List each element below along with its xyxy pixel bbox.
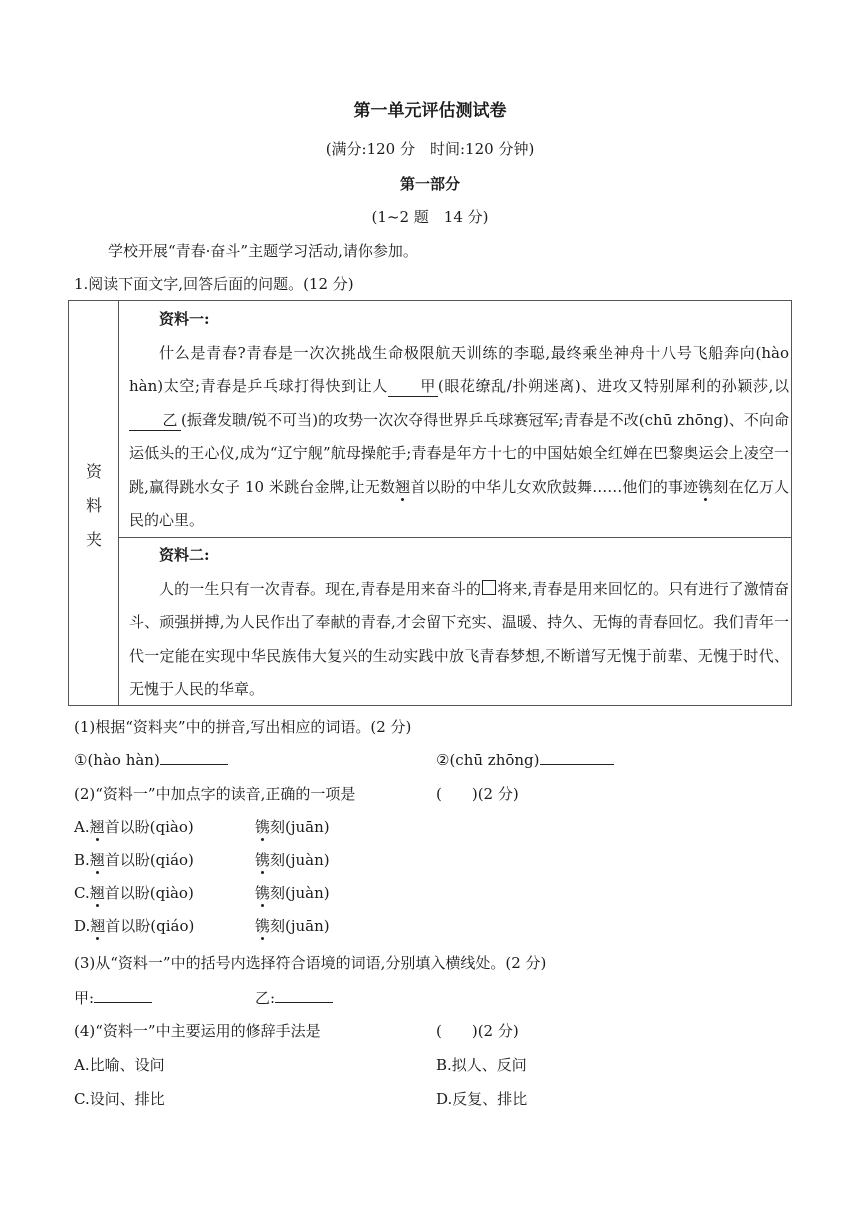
label-char: 料	[85, 496, 102, 515]
material-one	[129, 303, 789, 538]
sub-question-3-stem: (3)从“资料一”中的括号内选择符合语境的词语,分别填入横线处。(2 分)	[74, 954, 547, 972]
sub-question-1-stem: (1)根据“资料夹”中的拼音,写出相应的词语。(2 分)	[74, 718, 412, 736]
answer-blank[interactable]	[275, 988, 333, 1003]
material-folder-box	[68, 300, 792, 706]
option-d-second: 镌刻(juān)	[255, 917, 330, 935]
option-c-second: 镌刻(juàn)	[255, 884, 330, 902]
option-c[interactable]: C.翘首以盼(qiào)	[74, 884, 194, 902]
material-two	[129, 539, 789, 707]
option-d[interactable]: D.翘首以盼(qiáo)	[74, 917, 195, 935]
option-a-second: 镌刻(juān)	[255, 818, 330, 836]
rhetoric-option-c[interactable]: C.设问、排比	[74, 1090, 165, 1108]
label-char: 资	[85, 462, 102, 481]
rhetoric-option-a[interactable]: A.比喻、设问	[74, 1056, 165, 1074]
sub-question-2-answer-paren[interactable]: ( )(2 分)	[436, 785, 519, 803]
material-divider	[119, 537, 791, 538]
blank-jia: 甲	[388, 376, 438, 397]
sub-question-4-stem: (4)“资料一”中主要运用的修辞手法是	[74, 1022, 321, 1040]
answer-blank[interactable]	[160, 750, 228, 765]
label-char: 夹	[85, 530, 102, 549]
material-two-text: 人的一生只有一次青春。现在,青春是用来奋斗的 将来,青春是用来回忆的。只有进行了激情奋斗、顽强拼搏,为人民作出了奉献的青春,才会留下充实、温暖、持久、无悔的青春回忆。我们青年一代一定能在实现中华民族伟大复兴的生动实践中放飞青春梦想,不断谱写无愧于前辈、无愧于时代、无愧于人民的华章。	[129, 579, 789, 698]
answer-blank[interactable]	[540, 750, 614, 765]
sub-question-2-stem: (2)“资料一”中加点字的读音,正确的一项是	[74, 785, 356, 803]
sub-question-1-item-a: ①(hào hàn)	[74, 750, 228, 769]
option-b[interactable]: B.翘首以盼(qiáo)	[74, 851, 194, 869]
material-one-heading: 资料一:	[159, 310, 210, 328]
blank-yi: 乙	[129, 410, 181, 431]
part-range: (1~2 题 14 分)	[371, 208, 489, 226]
material-two-heading: 资料二:	[159, 546, 210, 564]
missing-punctuation-box	[482, 580, 496, 595]
dotted-char: 翘	[395, 477, 411, 496]
activity-intro: 学校开展“青春·奋斗”主题学习活动,请你参加。	[108, 242, 418, 260]
dotted-char: 镌	[698, 477, 714, 496]
material-folder-label-cell	[69, 301, 119, 705]
rhetoric-option-b[interactable]: B.拟人、反问	[436, 1056, 527, 1074]
material-one-text: 什么是青春?青春是一次次挑战生命极限航天训练的李聪,最终乘坐神舟十八号飞船奔向(hào hàn)太空;青春是乒乓球打得快到让人 甲 (眼花缭乱/扑朔迷离)、进攻又特别犀利的孙颖莎,以乙 (振聋发聩/锐不可当)的攻势一次次夺得世界乒乓球赛冠军;青春是不改(chū zhōng)、不向命运低头的王心仪,成为“辽宁舰”航母操舵手;青春是年方十七的中国姑娘全红婵在巴黎奥运会上凌空一跳,赢得跳水女子 10 米跳台金牌,让无数翘首以盼的中华儿女欢欣鼓舞……他们的事迹镌刻在亿万人民的心里。	[129, 343, 789, 529]
score-time-info: (满分:120 分 时间:120 分钟)	[325, 140, 535, 158]
part-heading: 第一部分	[399, 175, 460, 193]
sub-question-3-yi: 乙:	[255, 987, 333, 1008]
option-b-second: 镌刻(juàn)	[255, 851, 330, 869]
sub-question-3-jia: 甲:	[74, 987, 152, 1008]
rhetoric-option-d[interactable]: D.反复、排比	[436, 1090, 528, 1108]
sub-question-4-answer-paren[interactable]: ( )(2 分)	[436, 1022, 519, 1040]
option-a[interactable]: A.翘首以盼(qiào)	[74, 818, 194, 836]
answer-blank[interactable]	[94, 988, 152, 1003]
sub-question-1-item-b: ②(chū zhōng)	[436, 750, 614, 769]
question-1-stem: 1.阅读下面文字,回答后面的问题。(12 分)	[74, 275, 354, 293]
page-title: 第一单元评估测试卷	[353, 101, 507, 121]
